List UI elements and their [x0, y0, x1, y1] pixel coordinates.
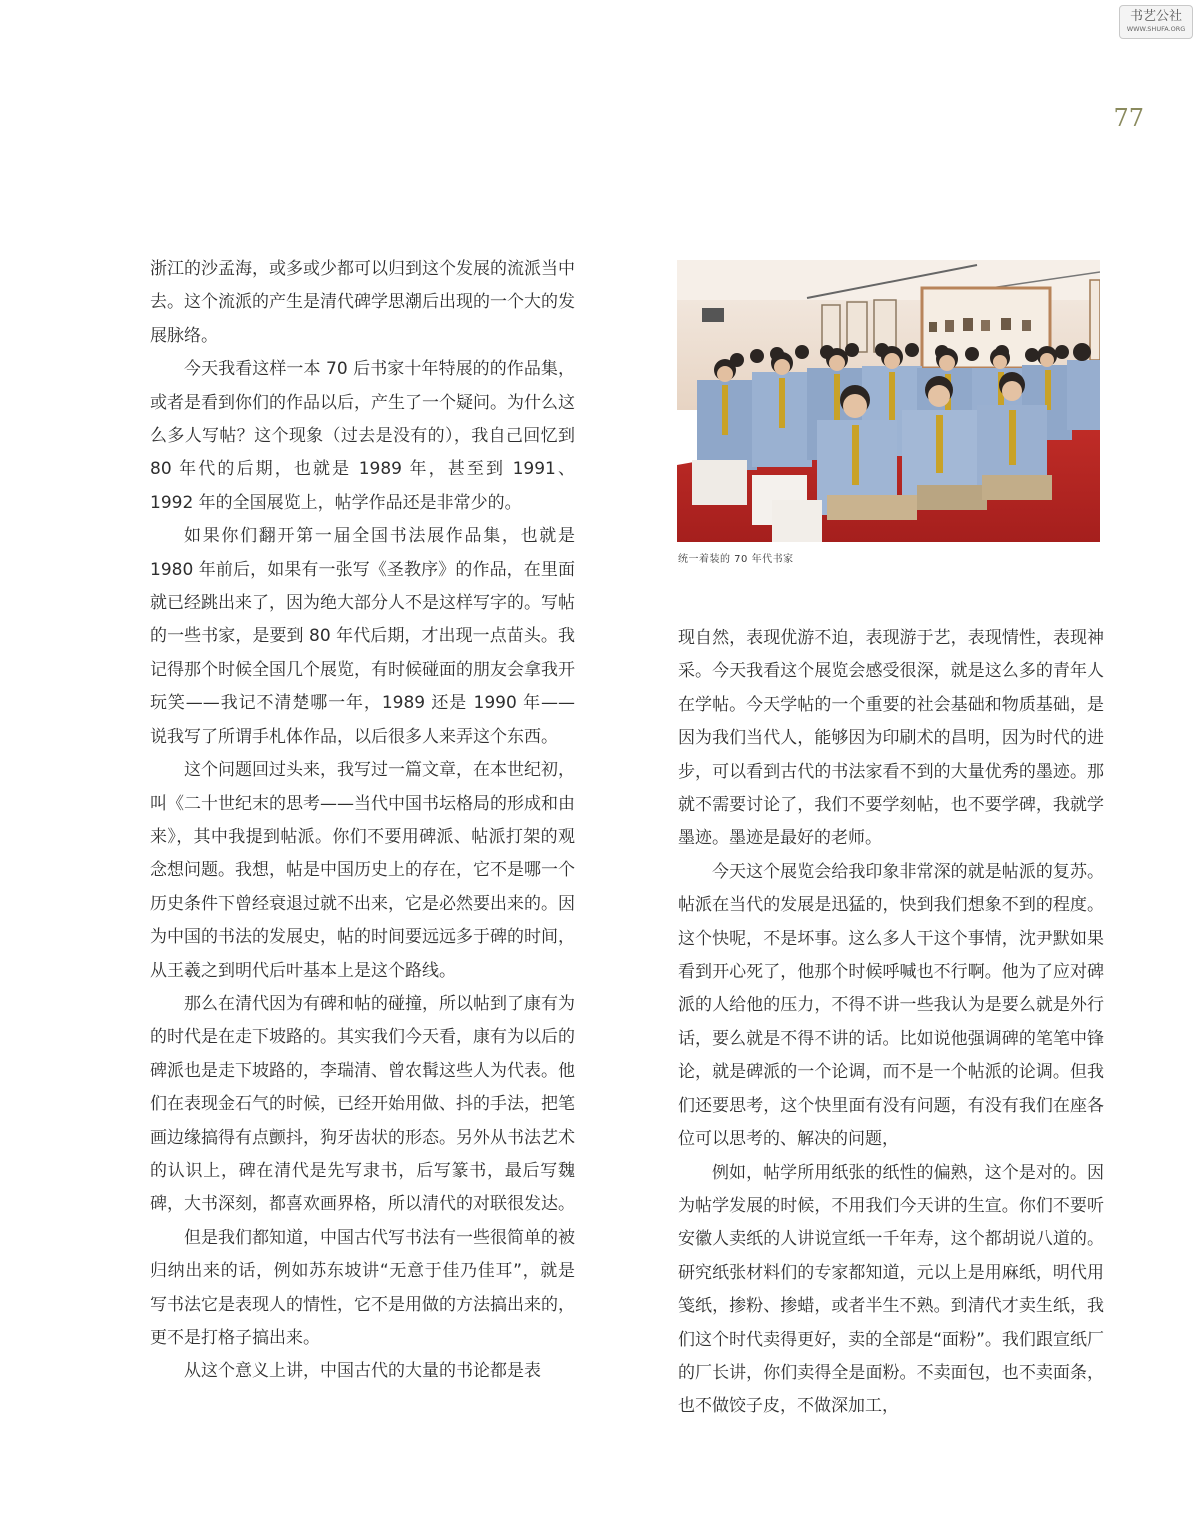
paragraph: 如果你们翻开第一届全国书法展作品集，也就是 1980 年前后，如果有一张写《圣教序》的作品，在里面就已经跳出来了，因为绝大部分人不是这样写字的。写帖的一些书家，是要到 80 年代后期，才出现一点苗头。我记得那个时候全国几个展览，有时候碰面的朋友会拿我开玩笑——我记不清楚哪一年，1989 还是 1990 年——说我写了所谓手札体作品，以后很多人来弄这个东西。 [150, 526, 575, 747]
photo-caption: 统一着装的 70 年代书家 [678, 554, 794, 565]
paragraph: 浙江的沙孟海，或多或少都可以归到这个发展的流派当中去。这个流派的产生是清代碑学思潮后出现的一个大的发展脉络。 [150, 259, 575, 346]
paragraph: 这个问题回过头来，我写过一篇文章，在本世纪初，叫《二十世纪末的思考——当代中国书坛格局的形成和由来》，其中我提到帖派。你们不要用碑派、帖派打架的观念想问题。我想，帖是中国历史上的存在，它不是哪一个历史条件下曾经衰退过就不出来，它是必然要出来的。因为中国的书法的发展史，帖的时间要远远多于碑的时间，从王羲之到明代后叶基本上是这个路线。 [150, 760, 575, 981]
paragraph: 那么在清代因为有碑和帖的碰撞，所以帖到了康有为的时代是在走下坡路的。其实我们今天看，康有为以后的碑派也是走下坡路的，李瑞清、曾农髯这些人为代表。他们在表现金石气的时候，已经开始用做、抖的手法，把笔画边缘搞得有点颤抖，狗牙齿状的形态。另外从书法艺术的认识上，碑在清代是先写隶书，后写篆书，最后写魏碑，大书深刻，都喜欢画界格，所以清代的对联很发达。 [150, 993, 575, 1215]
paragraph: 但是我们都知道，中国古代写书法有一些很简单的被归纳出来的话，例如苏东坡讲“无意于佳乃佳耳”，就是写书法它是表现人的情性，它不是用做的方法搞出来的，更不是打格子搞出来。 [150, 1227, 575, 1348]
watermark-logo-text: 书艺公社 [1129, 9, 1182, 24]
paragraph: 今天这个展览会给我印象非常深的就是帖派的复苏。帖派在当代的发展是迅猛的，快到我们想象不到的程度。这个快呢，不是坏事。这么多人干这个事情，沈尹默如果看到开心死了，他那个时候呼喊也不行啊。他为了应对碑派的人给他的压力，不得不讲一些我认为是要么就是外行话，要么就是不得不讲的话。比如说他强调碑的笔笔中锋论，就是碑派的一个论调，而不是一个帖派的论调。但我们还要思考，这个快里面有没有问题，有没有我们在座各位可以思考的、解决的问题， [678, 861, 1104, 1150]
paragraph: 从这个意义上讲，中国古代的大量的书论都是表 [184, 1361, 541, 1382]
event-photo-illustration [677, 260, 1100, 542]
event-photo [677, 260, 1100, 542]
watermark-url: WWW.SHUFA.ORG [1126, 25, 1186, 33]
page-number: 77 [1113, 104, 1144, 132]
right-text-column [678, 622, 1104, 1424]
watermark-logo [1119, 5, 1193, 39]
paragraph: 例如，帖学所用纸张的纸性的偏熟，这个是对的。因为帖学发展的时候，不用我们今天讲的生宣。你们不要听安徽人卖纸的人讲说宣纸一千年寿，这个都胡说八道的。研究纸张材料们的专家都知道，元以上是用麻纸，明代用笺纸，掺粉、掺蜡，或者半生不熟。到清代才卖生纸，我们这个时代卖得更好，卖的全部是“面粉”。我们跟宣纸厂的厂长讲，你们卖得全是面粉。不卖面包，也不卖面条，也不做饺子皮，不做深加工， [678, 1162, 1104, 1417]
paragraph: 今天我看这样一本 70 后书家十年特展的的作品集，或者是看到你们的作品以后，产生了一个疑问。为什么这么多人写帖？这个现象（过去是没有的），我自己回忆到 80 年代的后期，也就是 1989 年，甚至到 1991、1992 年的全国展览上，帖学作品还是非常少的。 [150, 359, 575, 513]
paragraph: 现自然，表现优游不迫，表现游于艺，表现情性，表现神采。今天我看这个展览会感受很深，就是这么多的青年人在学帖。今天学帖的一个重要的社会基础和物质基础，是因为我们当代人，能够因为印刷术的昌明，因为时代的进步，可以看到古代的书法家看不到的大量优秀的墨迹。那就不需要讨论了，我们不要学刻帖，也不要学碑，我就学墨迹。墨迹是最好的老师。 [678, 628, 1104, 849]
left-text-column [150, 253, 575, 1389]
